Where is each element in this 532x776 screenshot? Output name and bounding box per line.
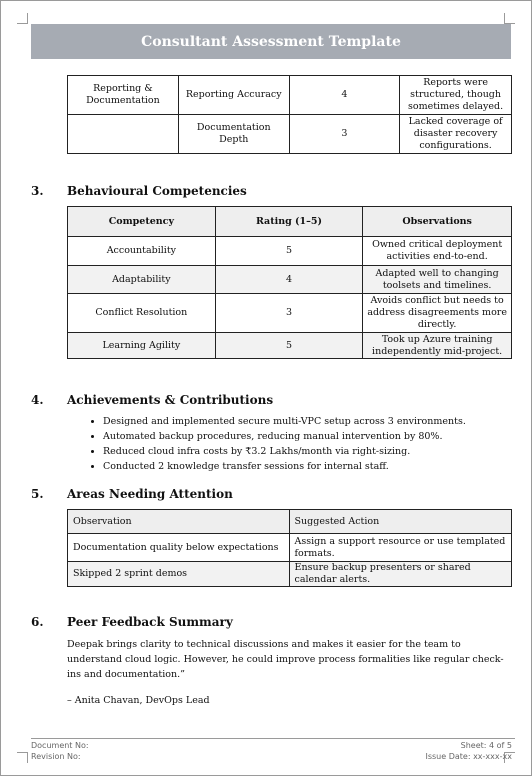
table-cell: 5 [215,333,363,359]
table-header-row [68,510,512,534]
table-cell: Assign a support resource or use templated formats. [289,534,511,562]
table-cell [68,115,179,154]
table-cell: Adaptability [68,266,216,294]
table-row [68,266,512,294]
section-number: 5. [31,487,44,501]
section-title: Areas Needing Attention [67,487,233,501]
table-row [68,237,512,266]
behavioural-competencies-table [67,206,512,359]
table-cell: 4 [289,76,399,115]
table-cell: Learning Agility [68,333,216,359]
sheet-number: Sheet: 4 of 5 [460,741,512,750]
list-item: • Designed and implemented secure multi-VPC setup across 3 environments. [103,414,532,429]
table-cell: 4 [215,266,363,294]
table-cell: Adapted well to changing toolsets and timelines. [363,266,512,294]
table-cell: Conflict Resolution [68,294,216,333]
table-cell: Lacked coverage of disaster recovery configurations. [400,115,512,154]
table-cell: 3 [215,294,363,333]
section-number: 3. [31,184,44,198]
table-cell: Reporting & Documentation [68,76,179,115]
table-row [68,562,512,587]
list-item: • Reduced cloud infra costs by ₹3.2 Lakhs/month via right-sizing. [103,444,532,459]
column-header: Observation [68,510,290,534]
document-number: Document No: [31,741,89,750]
section-title: Peer Feedback Summary [67,615,233,629]
section-number: 6. [31,615,44,629]
peer-feedback-signature: – Anita Chavan, DevOps Lead [67,695,210,706]
table-cell: Avoids conflict but needs to address disagreements more directly. [363,294,512,333]
table-cell: Reports were structured, though sometimes delayed. [400,76,512,115]
document-title: Consultant Assessment Template [31,24,511,59]
table-cell: Accountability [68,237,216,266]
section-title: Achievements & Contributions [67,393,274,407]
table-header-row [68,207,512,237]
table-cell: 3 [289,115,399,154]
table-row [68,294,512,333]
revision-number: Revision No: [31,752,81,761]
table-cell: Skipped 2 sprint demos [68,562,290,587]
corner-mark [504,13,515,24]
peer-feedback-text: Deepak brings clarity to technical discussions and makes it easier for the team to understand cloud logic. However, he could improve process formalities like regular check-ins and documentation.” [67,639,504,680]
areas-needing-attention-table [67,509,512,587]
table-row [68,534,512,562]
column-header: Competency [68,207,216,237]
table-cell: Took up Azure training independently mid-project. [363,333,512,359]
professional-skills-table [67,75,512,154]
column-header: Suggested Action [289,510,511,534]
table-cell: 5 [215,237,363,266]
table-cell: Ensure backup presenters or shared calendar alerts. [289,562,511,587]
corner-mark [17,13,28,24]
achievements-list [67,414,532,474]
issue-date: Issue Date: xx-xxx-xx [425,752,512,761]
table-row [68,333,512,359]
list-item: • Conducted 2 knowledge transfer sessions for internal staff. [103,459,532,474]
table-cell: Owned critical deployment activities end-to-end. [363,237,512,266]
column-header: Observations [363,207,512,237]
section-title: Behavioural Competencies [67,184,247,198]
table-cell: Documentation Depth [178,115,289,154]
table-cell: Reporting Accuracy [178,76,289,115]
column-header: Rating (1–5) [215,207,363,237]
table-row [68,115,512,154]
section-number: 4. [31,393,44,407]
table-cell: Documentation quality below expectations [68,534,290,562]
list-item: • Automated backup procedures, reducing manual intervention by 80%. [103,429,532,444]
corner-mark [17,752,28,763]
table-row [68,76,512,115]
footer-divider [31,738,515,739]
